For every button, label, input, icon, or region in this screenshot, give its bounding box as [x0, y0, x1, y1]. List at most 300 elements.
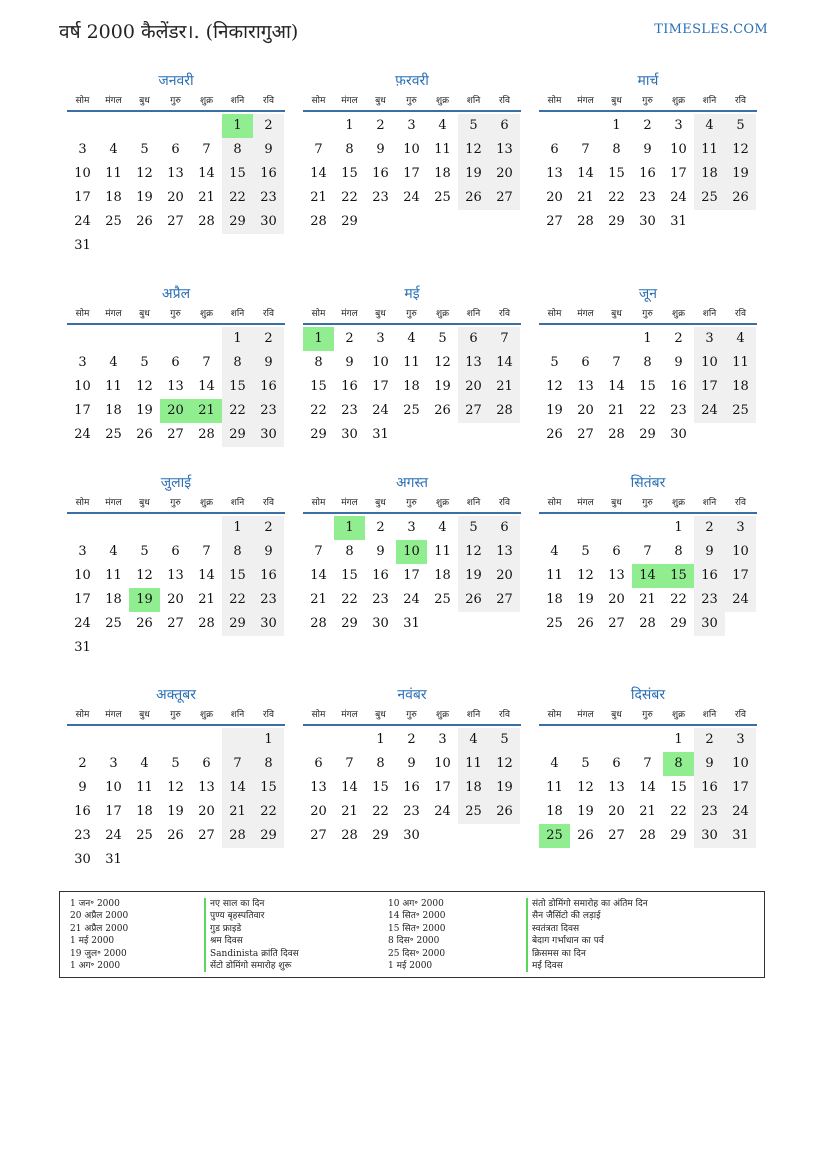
day-cell[interactable]: 3: [78, 544, 87, 559]
day-cell[interactable]: 9: [376, 142, 385, 157]
day-cell[interactable]: 1: [345, 118, 354, 133]
day-cell[interactable]: 29: [341, 214, 358, 229]
day-cell[interactable]: 14: [639, 780, 656, 795]
day-cell[interactable]: 10: [396, 540, 427, 564]
day-cell[interactable]: 21: [341, 804, 358, 819]
day-cell[interactable]: 24: [74, 214, 91, 229]
day-cell[interactable]: 25: [434, 190, 451, 205]
day-cell[interactable]: 22: [341, 190, 358, 205]
day-cell[interactable]: 5: [550, 355, 559, 370]
day-cell[interactable]: 25: [105, 214, 122, 229]
day-cell[interactable]: 10: [372, 355, 389, 370]
day-cell[interactable]: 19: [458, 162, 489, 186]
day-cell[interactable]: 22: [253, 800, 284, 824]
day-cell[interactable]: 29: [222, 210, 253, 234]
day-cell[interactable]: 22: [372, 804, 389, 819]
day-cell[interactable]: 5: [438, 331, 447, 346]
day-cell[interactable]: 27: [310, 828, 327, 843]
day-cell[interactable]: 14: [222, 776, 253, 800]
day-cell[interactable]: 27: [577, 427, 594, 442]
day-cell[interactable]: 20: [160, 399, 191, 423]
day-cell[interactable]: 12: [546, 379, 563, 394]
day-cell[interactable]: 14: [198, 568, 215, 583]
day-cell[interactable]: 15: [608, 166, 625, 181]
day-cell[interactable]: 22: [639, 403, 656, 418]
day-cell[interactable]: 8: [345, 142, 354, 157]
day-cell[interactable]: 12: [136, 568, 153, 583]
day-cell[interactable]: 10: [74, 379, 91, 394]
day-cell[interactable]: 14: [577, 166, 594, 181]
day-cell[interactable]: 16: [694, 564, 725, 588]
day-cell[interactable]: 27: [489, 588, 520, 612]
day-cell[interactable]: 19: [129, 588, 160, 612]
day-cell[interactable]: 9: [78, 780, 87, 795]
day-cell[interactable]: 19: [489, 776, 520, 800]
day-cell[interactable]: 19: [725, 162, 756, 186]
day-cell[interactable]: 30: [639, 214, 656, 229]
day-cell[interactable]: 13: [546, 166, 563, 181]
day-cell[interactable]: 20: [458, 375, 489, 399]
day-cell[interactable]: 8: [253, 752, 284, 776]
day-cell[interactable]: 15: [341, 166, 358, 181]
day-cell[interactable]: 3: [438, 732, 447, 747]
day-cell[interactable]: 5: [725, 114, 756, 138]
day-cell[interactable]: 3: [376, 331, 385, 346]
day-cell[interactable]: 13: [167, 568, 184, 583]
day-cell[interactable]: 3: [78, 142, 87, 157]
day-cell[interactable]: 18: [105, 190, 122, 205]
day-cell[interactable]: 27: [489, 186, 520, 210]
day-cell[interactable]: 5: [140, 544, 149, 559]
day-cell[interactable]: 21: [222, 800, 253, 824]
day-cell[interactable]: 21: [577, 190, 594, 205]
day-cell[interactable]: 19: [167, 804, 184, 819]
day-cell[interactable]: 26: [725, 186, 756, 210]
day-cell[interactable]: 1: [222, 327, 253, 351]
day-cell[interactable]: 14: [310, 166, 327, 181]
day-cell[interactable]: 12: [725, 138, 756, 162]
day-cell[interactable]: 31: [403, 616, 420, 631]
day-cell[interactable]: 11: [434, 142, 451, 157]
day-cell[interactable]: 1: [253, 728, 284, 752]
day-cell[interactable]: 22: [670, 804, 687, 819]
day-cell[interactable]: 12: [458, 540, 489, 564]
day-cell[interactable]: 25: [105, 616, 122, 631]
day-cell[interactable]: 25: [434, 592, 451, 607]
day-cell[interactable]: 28: [341, 828, 358, 843]
day-cell[interactable]: 3: [725, 516, 756, 540]
day-cell[interactable]: 15: [670, 780, 687, 795]
day-cell[interactable]: 5: [171, 756, 180, 771]
day-cell[interactable]: 26: [577, 828, 594, 843]
day-cell[interactable]: 14: [198, 166, 215, 181]
day-cell[interactable]: 17: [105, 804, 122, 819]
day-cell[interactable]: 3: [407, 520, 416, 535]
day-cell[interactable]: 12: [136, 379, 153, 394]
day-cell[interactable]: 26: [136, 616, 153, 631]
day-cell[interactable]: 16: [639, 166, 656, 181]
day-cell[interactable]: 26: [546, 427, 563, 442]
day-cell[interactable]: 25: [539, 824, 570, 848]
day-cell[interactable]: 19: [577, 804, 594, 819]
day-cell[interactable]: 16: [253, 375, 284, 399]
day-cell[interactable]: 20: [608, 804, 625, 819]
day-cell[interactable]: 19: [136, 403, 153, 418]
day-cell[interactable]: 9: [253, 540, 284, 564]
day-cell[interactable]: 31: [670, 214, 687, 229]
day-cell[interactable]: 23: [74, 828, 91, 843]
day-cell[interactable]: 4: [109, 355, 118, 370]
day-cell[interactable]: 30: [694, 612, 725, 636]
day-cell[interactable]: 25: [694, 186, 725, 210]
day-cell[interactable]: 24: [74, 427, 91, 442]
day-cell[interactable]: 10: [670, 142, 687, 157]
day-cell[interactable]: 5: [140, 142, 149, 157]
day-cell[interactable]: 1: [376, 732, 385, 747]
day-cell[interactable]: 7: [202, 355, 211, 370]
day-cell[interactable]: 26: [434, 403, 451, 418]
day-cell[interactable]: 5: [458, 516, 489, 540]
day-cell[interactable]: 12: [458, 138, 489, 162]
day-cell[interactable]: 4: [140, 756, 149, 771]
day-cell[interactable]: 19: [546, 403, 563, 418]
day-cell[interactable]: 13: [608, 780, 625, 795]
day-cell[interactable]: 7: [581, 142, 590, 157]
day-cell[interactable]: 2: [345, 331, 354, 346]
day-cell[interactable]: 18: [105, 592, 122, 607]
day-cell[interactable]: 29: [222, 612, 253, 636]
day-cell[interactable]: 18: [694, 162, 725, 186]
day-cell[interactable]: 31: [74, 640, 91, 655]
day-cell[interactable]: 12: [489, 752, 520, 776]
day-cell[interactable]: 21: [191, 399, 222, 423]
day-cell[interactable]: 19: [136, 190, 153, 205]
day-cell[interactable]: 4: [725, 327, 756, 351]
day-cell[interactable]: 15: [310, 379, 327, 394]
day-cell[interactable]: 8: [314, 355, 323, 370]
day-cell[interactable]: 5: [489, 728, 520, 752]
day-cell[interactable]: 7: [643, 756, 652, 771]
day-cell[interactable]: 2: [253, 114, 284, 138]
day-cell[interactable]: 3: [694, 327, 725, 351]
day-cell[interactable]: 30: [341, 427, 358, 442]
day-cell[interactable]: 20: [198, 804, 215, 819]
day-cell[interactable]: 13: [458, 351, 489, 375]
day-cell[interactable]: 17: [403, 568, 420, 583]
day-cell[interactable]: 24: [372, 403, 389, 418]
day-cell[interactable]: 1: [674, 732, 683, 747]
day-cell[interactable]: 23: [639, 190, 656, 205]
day-cell[interactable]: 26: [167, 828, 184, 843]
day-cell[interactable]: 25: [458, 800, 489, 824]
day-cell[interactable]: 1: [303, 327, 334, 351]
day-cell[interactable]: 6: [550, 142, 559, 157]
day-cell[interactable]: 5: [458, 114, 489, 138]
day-cell[interactable]: 17: [74, 403, 91, 418]
day-cell[interactable]: 22: [222, 588, 253, 612]
day-cell[interactable]: 15: [222, 162, 253, 186]
day-cell[interactable]: 10: [725, 540, 756, 564]
day-cell[interactable]: 7: [345, 756, 354, 771]
day-cell[interactable]: 20: [489, 564, 520, 588]
day-cell[interactable]: 5: [140, 355, 149, 370]
day-cell[interactable]: 31: [372, 427, 389, 442]
day-cell[interactable]: 26: [489, 800, 520, 824]
day-cell[interactable]: 6: [581, 355, 590, 370]
day-cell[interactable]: 18: [458, 776, 489, 800]
day-cell[interactable]: 23: [372, 190, 389, 205]
day-cell[interactable]: 19: [458, 564, 489, 588]
day-cell[interactable]: 30: [372, 616, 389, 631]
day-cell[interactable]: 8: [222, 351, 253, 375]
day-cell[interactable]: 9: [694, 540, 725, 564]
day-cell[interactable]: 13: [167, 379, 184, 394]
day-cell[interactable]: 25: [105, 427, 122, 442]
day-cell[interactable]: 23: [670, 403, 687, 418]
day-cell[interactable]: 11: [694, 138, 725, 162]
day-cell[interactable]: 2: [694, 516, 725, 540]
day-cell[interactable]: 15: [341, 568, 358, 583]
day-cell[interactable]: 11: [105, 568, 122, 583]
day-cell[interactable]: 2: [694, 728, 725, 752]
day-cell[interactable]: 7: [489, 327, 520, 351]
day-cell[interactable]: 19: [434, 379, 451, 394]
day-cell[interactable]: 6: [314, 756, 323, 771]
day-cell[interactable]: 29: [222, 423, 253, 447]
day-cell[interactable]: 26: [458, 588, 489, 612]
day-cell[interactable]: 10: [403, 142, 420, 157]
day-cell[interactable]: 16: [403, 780, 420, 795]
day-cell[interactable]: 23: [253, 399, 284, 423]
day-cell[interactable]: 25: [546, 616, 563, 631]
day-cell[interactable]: 10: [694, 351, 725, 375]
day-cell[interactable]: 1: [222, 114, 253, 138]
day-cell[interactable]: 7: [314, 544, 323, 559]
day-cell[interactable]: 3: [674, 118, 683, 133]
day-cell[interactable]: 13: [577, 379, 594, 394]
day-cell[interactable]: 21: [310, 190, 327, 205]
day-cell[interactable]: 13: [167, 166, 184, 181]
day-cell[interactable]: 23: [341, 403, 358, 418]
day-cell[interactable]: 2: [643, 118, 652, 133]
day-cell[interactable]: 10: [74, 166, 91, 181]
day-cell[interactable]: 2: [253, 516, 284, 540]
day-cell[interactable]: 8: [643, 355, 652, 370]
day-cell[interactable]: 31: [74, 238, 91, 253]
day-cell[interactable]: 17: [694, 375, 725, 399]
day-cell[interactable]: 28: [198, 427, 215, 442]
day-cell[interactable]: 11: [105, 166, 122, 181]
day-cell[interactable]: 28: [310, 616, 327, 631]
day-cell[interactable]: 29: [253, 824, 284, 848]
day-cell[interactable]: 20: [577, 403, 594, 418]
day-cell[interactable]: 17: [403, 166, 420, 181]
day-cell[interactable]: 8: [663, 752, 694, 776]
day-cell[interactable]: 16: [372, 166, 389, 181]
day-cell[interactable]: 14: [341, 780, 358, 795]
day-cell[interactable]: 16: [670, 379, 687, 394]
day-cell[interactable]: 8: [345, 544, 354, 559]
day-cell[interactable]: 17: [434, 780, 451, 795]
day-cell[interactable]: 17: [74, 592, 91, 607]
day-cell[interactable]: 10: [105, 780, 122, 795]
day-cell[interactable]: 4: [109, 544, 118, 559]
day-cell[interactable]: 14: [310, 568, 327, 583]
day-cell[interactable]: 14: [198, 379, 215, 394]
day-cell[interactable]: 20: [608, 592, 625, 607]
day-cell[interactable]: 28: [198, 616, 215, 631]
day-cell[interactable]: 11: [403, 355, 420, 370]
day-cell[interactable]: 6: [171, 544, 180, 559]
day-cell[interactable]: 8: [222, 138, 253, 162]
day-cell[interactable]: 7: [612, 355, 621, 370]
day-cell[interactable]: 5: [581, 544, 590, 559]
day-cell[interactable]: 23: [372, 592, 389, 607]
day-cell[interactable]: 9: [694, 752, 725, 776]
day-cell[interactable]: 27: [608, 616, 625, 631]
day-cell[interactable]: 29: [670, 616, 687, 631]
day-cell[interactable]: 25: [136, 828, 153, 843]
day-cell[interactable]: 28: [639, 616, 656, 631]
day-cell[interactable]: 11: [434, 544, 451, 559]
day-cell[interactable]: 17: [670, 166, 687, 181]
day-cell[interactable]: 4: [550, 756, 559, 771]
day-cell[interactable]: 12: [577, 780, 594, 795]
day-cell[interactable]: 18: [725, 375, 756, 399]
day-cell[interactable]: 28: [577, 214, 594, 229]
day-cell[interactable]: 8: [674, 544, 683, 559]
day-cell[interactable]: 12: [577, 568, 594, 583]
day-cell[interactable]: 11: [105, 379, 122, 394]
day-cell[interactable]: 23: [253, 186, 284, 210]
day-cell[interactable]: 22: [222, 186, 253, 210]
day-cell[interactable]: 2: [376, 520, 385, 535]
day-cell[interactable]: 16: [694, 776, 725, 800]
day-cell[interactable]: 20: [546, 190, 563, 205]
day-cell[interactable]: 6: [171, 355, 180, 370]
day-cell[interactable]: 4: [407, 331, 416, 346]
day-cell[interactable]: 29: [341, 616, 358, 631]
day-cell[interactable]: 13: [489, 540, 520, 564]
day-cell[interactable]: 14: [489, 351, 520, 375]
day-cell[interactable]: 23: [403, 804, 420, 819]
day-cell[interactable]: 5: [581, 756, 590, 771]
day-cell[interactable]: 17: [725, 564, 756, 588]
day-cell[interactable]: 13: [310, 780, 327, 795]
day-cell[interactable]: 24: [403, 190, 420, 205]
day-cell[interactable]: 24: [403, 592, 420, 607]
day-cell[interactable]: 9: [643, 142, 652, 157]
day-cell[interactable]: 24: [670, 190, 687, 205]
day-cell[interactable]: 6: [458, 327, 489, 351]
day-cell[interactable]: 3: [109, 756, 118, 771]
day-cell[interactable]: 27: [198, 828, 215, 843]
day-cell[interactable]: 12: [434, 355, 451, 370]
day-cell[interactable]: 29: [372, 828, 389, 843]
day-cell[interactable]: 9: [253, 351, 284, 375]
day-cell[interactable]: 9: [253, 138, 284, 162]
day-cell[interactable]: 18: [546, 804, 563, 819]
day-cell[interactable]: 29: [310, 427, 327, 442]
day-cell[interactable]: 10: [74, 568, 91, 583]
day-cell[interactable]: 8: [222, 540, 253, 564]
day-cell[interactable]: 27: [167, 427, 184, 442]
day-cell[interactable]: 29: [639, 427, 656, 442]
day-cell[interactable]: 24: [74, 616, 91, 631]
day-cell[interactable]: 17: [74, 190, 91, 205]
day-cell[interactable]: 15: [222, 564, 253, 588]
day-cell[interactable]: 4: [438, 520, 447, 535]
day-cell[interactable]: 16: [253, 564, 284, 588]
day-cell[interactable]: 21: [489, 375, 520, 399]
day-cell[interactable]: 2: [253, 327, 284, 351]
day-cell[interactable]: 19: [577, 592, 594, 607]
day-cell[interactable]: 6: [612, 756, 621, 771]
day-cell[interactable]: 4: [458, 728, 489, 752]
day-cell[interactable]: 31: [105, 852, 122, 867]
day-cell[interactable]: 16: [341, 379, 358, 394]
day-cell[interactable]: 18: [403, 379, 420, 394]
day-cell[interactable]: 18: [434, 568, 451, 583]
day-cell[interactable]: 27: [167, 214, 184, 229]
day-cell[interactable]: 20: [167, 190, 184, 205]
day-cell[interactable]: 21: [608, 403, 625, 418]
day-cell[interactable]: 15: [372, 780, 389, 795]
day-cell[interactable]: 4: [438, 118, 447, 133]
day-cell[interactable]: 18: [136, 804, 153, 819]
day-cell[interactable]: 22: [310, 403, 327, 418]
day-cell[interactable]: 20: [310, 804, 327, 819]
day-cell[interactable]: 7: [222, 752, 253, 776]
day-cell[interactable]: 30: [74, 852, 91, 867]
day-cell[interactable]: 21: [198, 592, 215, 607]
day-cell[interactable]: 11: [136, 780, 153, 795]
day-cell[interactable]: 24: [434, 804, 451, 819]
day-cell[interactable]: 15: [253, 776, 284, 800]
day-cell[interactable]: 1: [612, 118, 621, 133]
day-cell[interactable]: 8: [376, 756, 385, 771]
day-cell[interactable]: 10: [725, 752, 756, 776]
day-cell[interactable]: 20: [167, 592, 184, 607]
day-cell[interactable]: 7: [643, 544, 652, 559]
day-cell[interactable]: 20: [489, 162, 520, 186]
day-cell[interactable]: 6: [489, 114, 520, 138]
day-cell[interactable]: 21: [198, 190, 215, 205]
day-cell[interactable]: 22: [608, 190, 625, 205]
day-cell[interactable]: 18: [105, 403, 122, 418]
day-cell[interactable]: 3: [407, 118, 416, 133]
day-cell[interactable]: 28: [310, 214, 327, 229]
day-cell[interactable]: 17: [725, 776, 756, 800]
day-cell[interactable]: 9: [407, 756, 416, 771]
day-cell[interactable]: 27: [546, 214, 563, 229]
day-cell[interactable]: 26: [136, 427, 153, 442]
day-cell[interactable]: 28: [639, 828, 656, 843]
day-cell[interactable]: 15: [663, 564, 694, 588]
day-cell[interactable]: 28: [222, 824, 253, 848]
day-cell[interactable]: 23: [694, 588, 725, 612]
day-cell[interactable]: 14: [608, 379, 625, 394]
day-cell[interactable]: 22: [222, 399, 253, 423]
day-cell[interactable]: 22: [341, 592, 358, 607]
day-cell[interactable]: 26: [458, 186, 489, 210]
day-cell[interactable]: 30: [253, 612, 284, 636]
day-cell[interactable]: 15: [639, 379, 656, 394]
day-cell[interactable]: 18: [434, 166, 451, 181]
day-cell[interactable]: 7: [314, 142, 323, 157]
day-cell[interactable]: 1: [643, 331, 652, 346]
day-cell[interactable]: 30: [694, 824, 725, 848]
